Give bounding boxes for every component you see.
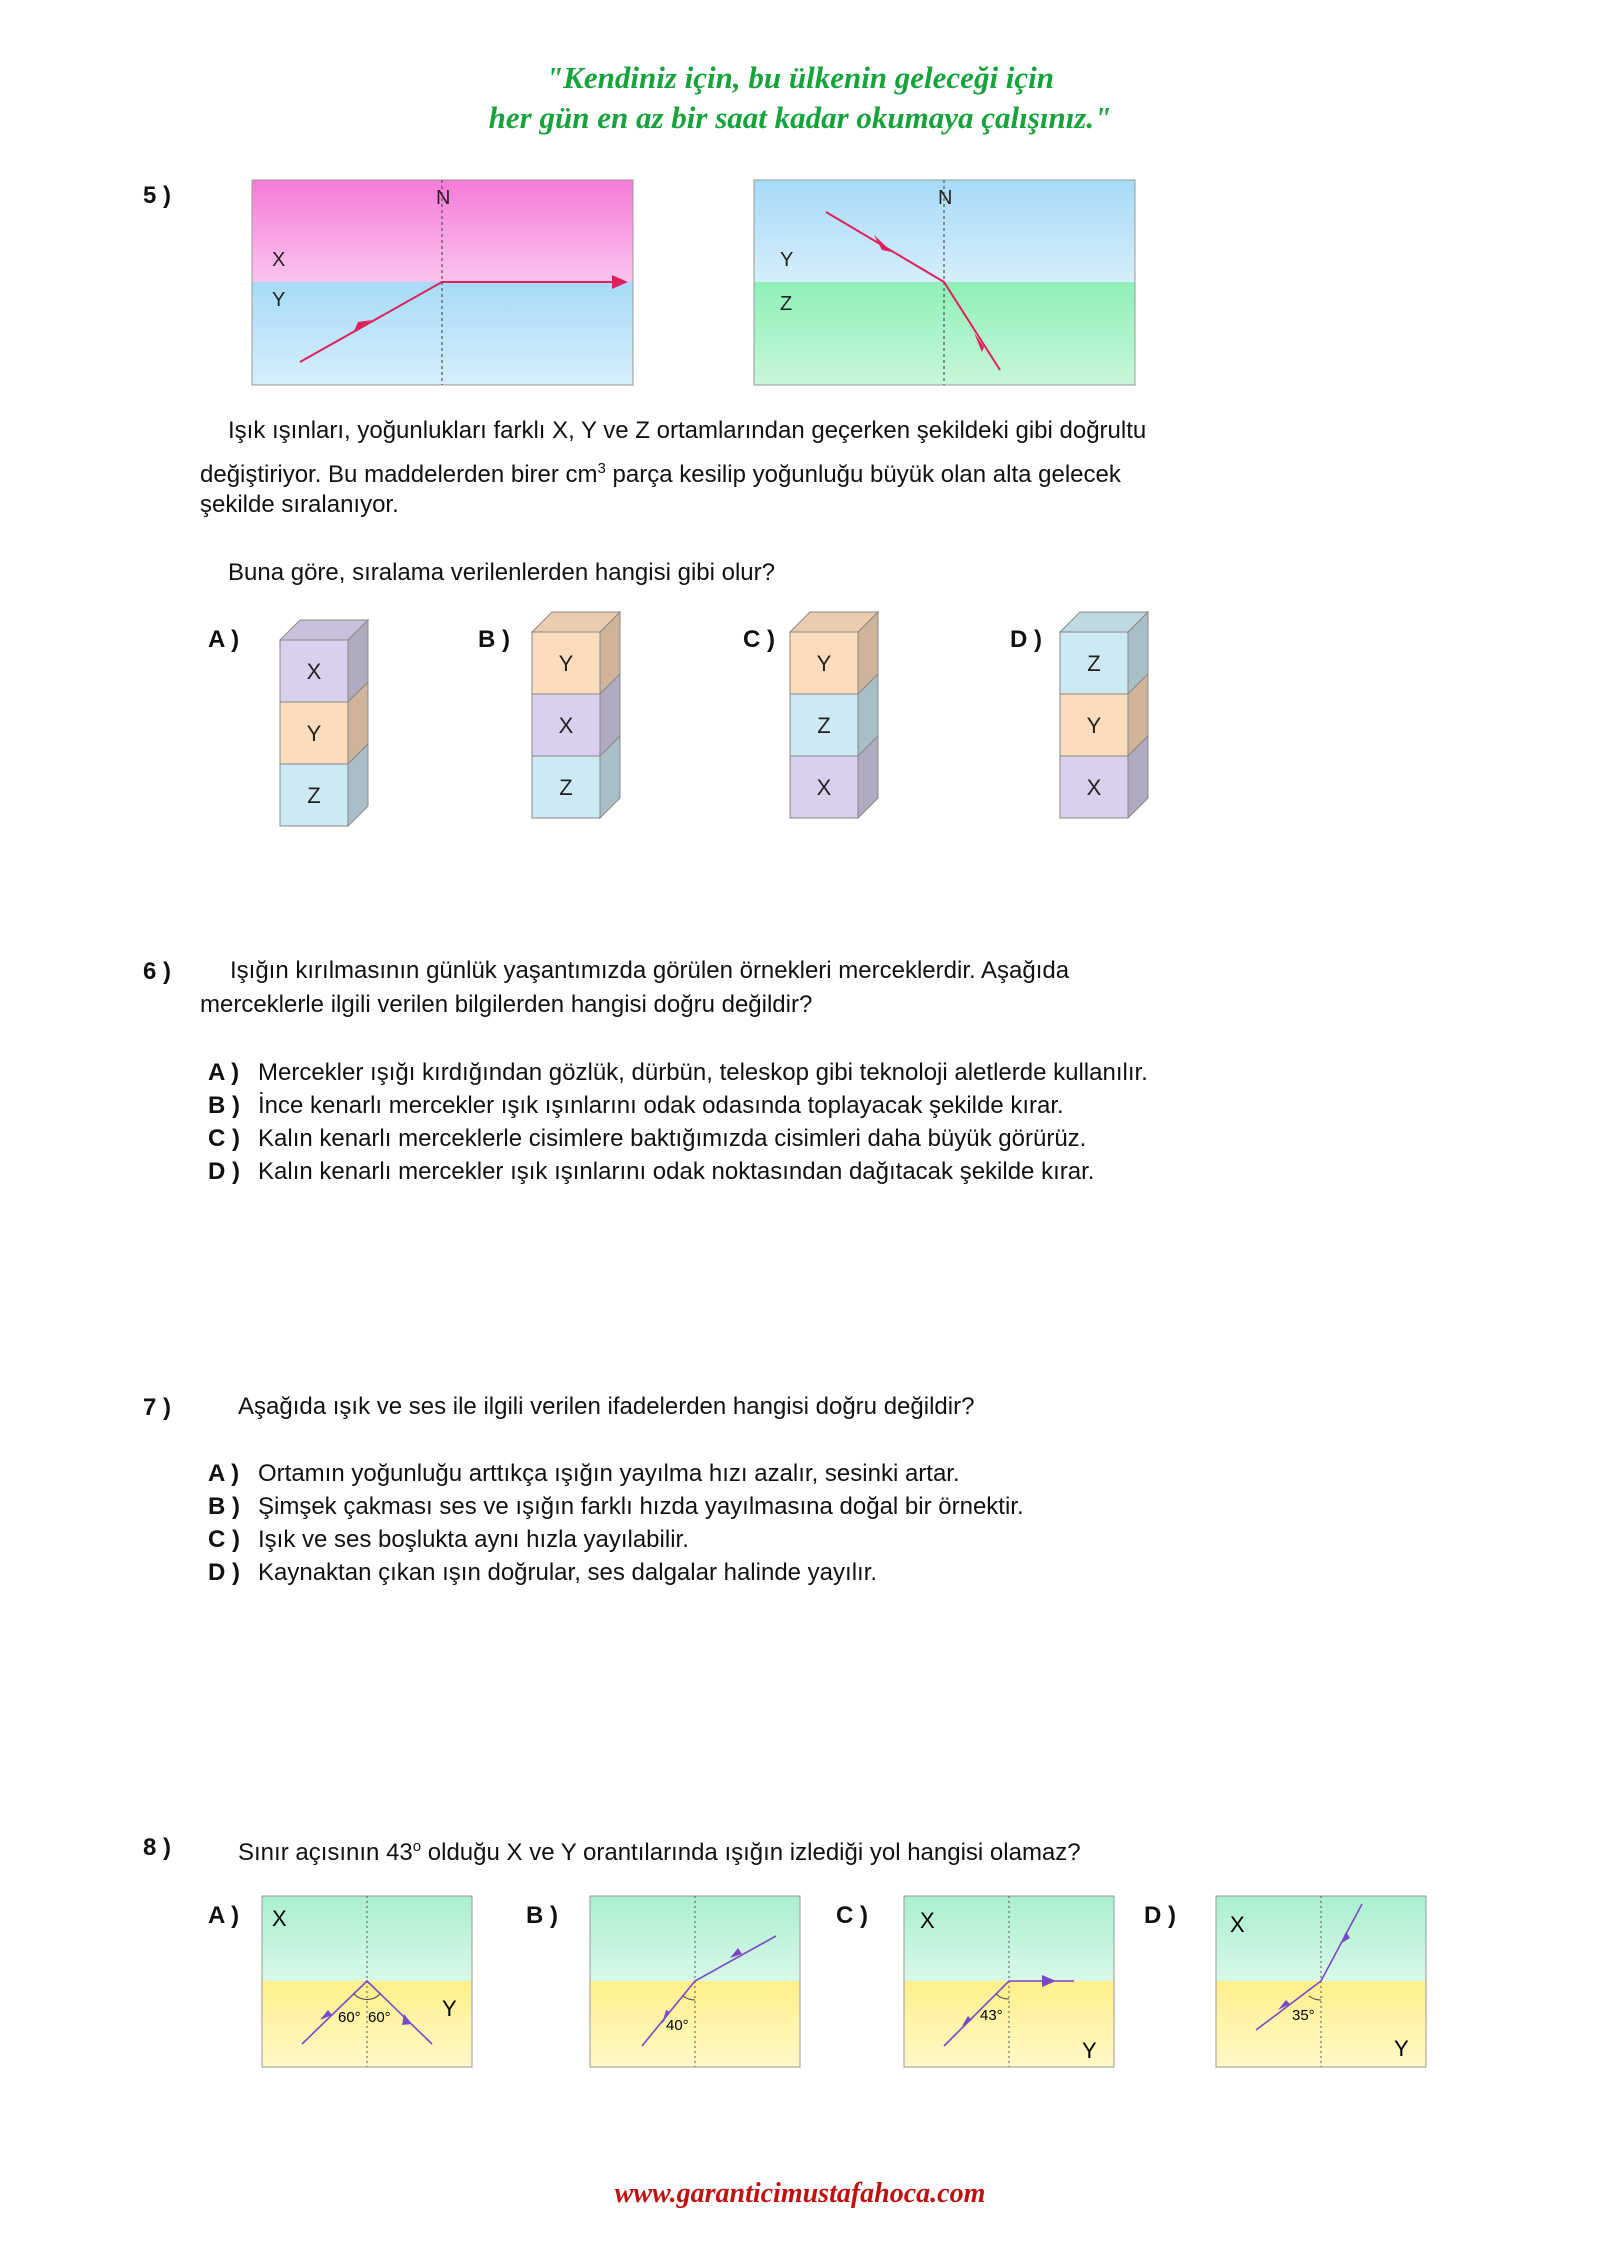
q6-text-line-2: merceklerle ilgili verilen bilgilerden hangisi doğru değildir? xyxy=(200,991,813,1018)
medium-top-label: X xyxy=(920,1908,935,1933)
cube-label: Z xyxy=(817,713,831,738)
q5-text-line-1: Işık ışınları, yoğunlukları farklı X, Y ve Z ortamlarından geçerken şekildeki gibi doğrultu xyxy=(228,417,1147,444)
q8-option-b-label[interactable]: B ) xyxy=(526,1902,558,1929)
q6-option-b[interactable]: B ) İnce kenarlı mercekler ışık ışınlarını odak odasında toplayacak şekilde kırar. xyxy=(208,1092,1064,1119)
q8-option-d-figure xyxy=(1216,1896,1428,2068)
cube-label: X xyxy=(1086,775,1102,800)
cube-label: X xyxy=(558,713,574,738)
q5-option-d-stack xyxy=(1060,612,1150,824)
q8-option-c-label[interactable]: C ) xyxy=(836,1902,868,1929)
cube-label: Y xyxy=(558,651,574,676)
q8-option-a-figure xyxy=(262,1896,474,2068)
q8-option-d-label[interactable]: D ) xyxy=(1144,1902,1176,1929)
q8-option-c-figure xyxy=(904,1896,1116,2068)
cube-y xyxy=(790,612,878,694)
medium-top-label: Y xyxy=(780,249,794,271)
q8-option-b-figure xyxy=(590,1896,802,2068)
q5-text-line-3: şekilde sıralanıyor. xyxy=(200,491,399,518)
q6-text-line-1: Işığın kırılmasının günlük yaşantımızda görülen örnekleri merceklerdir. Aşağıda xyxy=(230,957,1070,984)
cube-label: X xyxy=(306,659,322,684)
medium-y-region xyxy=(252,282,633,385)
cube-label: X xyxy=(816,775,832,800)
q5-option-a-stack xyxy=(280,620,370,832)
q7-option-c[interactable]: C ) Işık ve ses boşlukta aynı hızla yayılabilir. xyxy=(208,1526,689,1553)
q5-option-c-label[interactable]: C ) xyxy=(743,626,775,653)
angle-label: 35° xyxy=(1292,2007,1315,2024)
question-8-number: 8 ) xyxy=(143,1834,172,1861)
q8-question: Sınır açısının 43$^o$ olduğu X ve Y orantılarında ışığın izlediği yol hangisi olamaz? xyxy=(238,1838,1081,1866)
cube-y xyxy=(532,612,620,694)
medium-bottom-label: Y xyxy=(272,289,286,311)
q5-option-b-label[interactable]: B ) xyxy=(478,626,510,653)
quote-line-2: her gün en az bir saat kadar okumaya çalışınız." xyxy=(488,100,1112,135)
cube-label: Z xyxy=(559,775,573,800)
cube-label: Y xyxy=(816,651,832,676)
q7-question: Aşağıda ışık ve ses ile ilgili verilen ifadelerden hangisi doğru değildir? xyxy=(238,1393,975,1420)
medium-top-label: X xyxy=(272,249,286,271)
medium-top-label: X xyxy=(272,1906,287,1931)
q8-option-a-label[interactable]: A ) xyxy=(208,1902,240,1929)
q7-option-a[interactable]: A ) Ortamın yoğunluğu arttıkça ışığın yayılma hızı azalır, sesinki artar. xyxy=(208,1460,960,1487)
q6-option-c[interactable]: C ) Kalın kenarlı merceklerle cisimlere baktığımızda cisimleri daha büyük görürüz. xyxy=(208,1125,1087,1152)
q5-option-b-stack xyxy=(532,612,622,824)
q5-figure-2 xyxy=(754,180,1136,386)
angle-label: 40° xyxy=(666,2017,689,2034)
angle-label: 43° xyxy=(980,2007,1003,2024)
medium-bottom-label: Z xyxy=(780,293,793,315)
question-7-number: 7 ) xyxy=(143,1394,172,1421)
medium-bottom-label: Y xyxy=(1082,2038,1097,2063)
medium-z-region xyxy=(754,282,1135,385)
cube-label: Y xyxy=(306,721,322,746)
q7-option-b[interactable]: B ) Şimşek çakması ses ve ışığın farklı hızda yayılmasına doğal bir örnektir. xyxy=(208,1493,1024,1520)
normal-label: N xyxy=(938,187,953,209)
angle-label: 60° xyxy=(338,2009,361,2026)
q5-question: Buna göre, sıralama verilenlerden hangisi gibi olur? xyxy=(228,559,775,586)
question-6-number: 6 ) xyxy=(143,958,172,985)
medium-bottom-label: Y xyxy=(1394,2036,1409,2061)
quote-line-1: "Kendiniz için, bu ülkenin geleceği için xyxy=(545,60,1055,95)
cube-label: Y xyxy=(1086,713,1102,738)
q5-text-line-2: değiştiriyor. Bu maddelerden birer $cm^3$ parça kesilip yoğunluğu büyük olan alta gelecek xyxy=(200,460,1121,488)
cube-z xyxy=(1060,612,1148,694)
cube-label: Z xyxy=(1087,651,1101,676)
q5-option-a-label[interactable]: A ) xyxy=(208,626,240,653)
cube-label: Z xyxy=(307,783,321,808)
q7-option-d[interactable]: D ) Kaynaktan çıkan ışın doğrular, ses dalgalar halinde yayılır. xyxy=(208,1559,878,1586)
cube-x xyxy=(280,620,368,702)
normal-label: N xyxy=(436,187,451,209)
angle-label: 60° xyxy=(368,2009,391,2026)
q5-figure-1 xyxy=(252,180,634,386)
q5-option-d-label[interactable]: D ) xyxy=(1010,626,1042,653)
footer-url[interactable]: www.garanticimustafahoca.com xyxy=(614,2178,986,2209)
q5-option-c-stack xyxy=(790,612,880,824)
medium-bottom-label: Y xyxy=(442,1996,457,2021)
medium-top-label: X xyxy=(1230,1912,1245,1937)
q6-option-d[interactable]: D ) Kalın kenarlı mercekler ışık ışınlarını odak noktasından dağıtacak şekilde kırar. xyxy=(208,1158,1095,1185)
q6-option-a[interactable]: A ) Mercekler ışığı kırdığından gözlük, dürbün, teleskop gibi teknoloji aletlerde kullanılır. xyxy=(208,1059,1148,1086)
header-quote xyxy=(0,58,1600,138)
question-5-number: 5 ) xyxy=(143,182,172,209)
